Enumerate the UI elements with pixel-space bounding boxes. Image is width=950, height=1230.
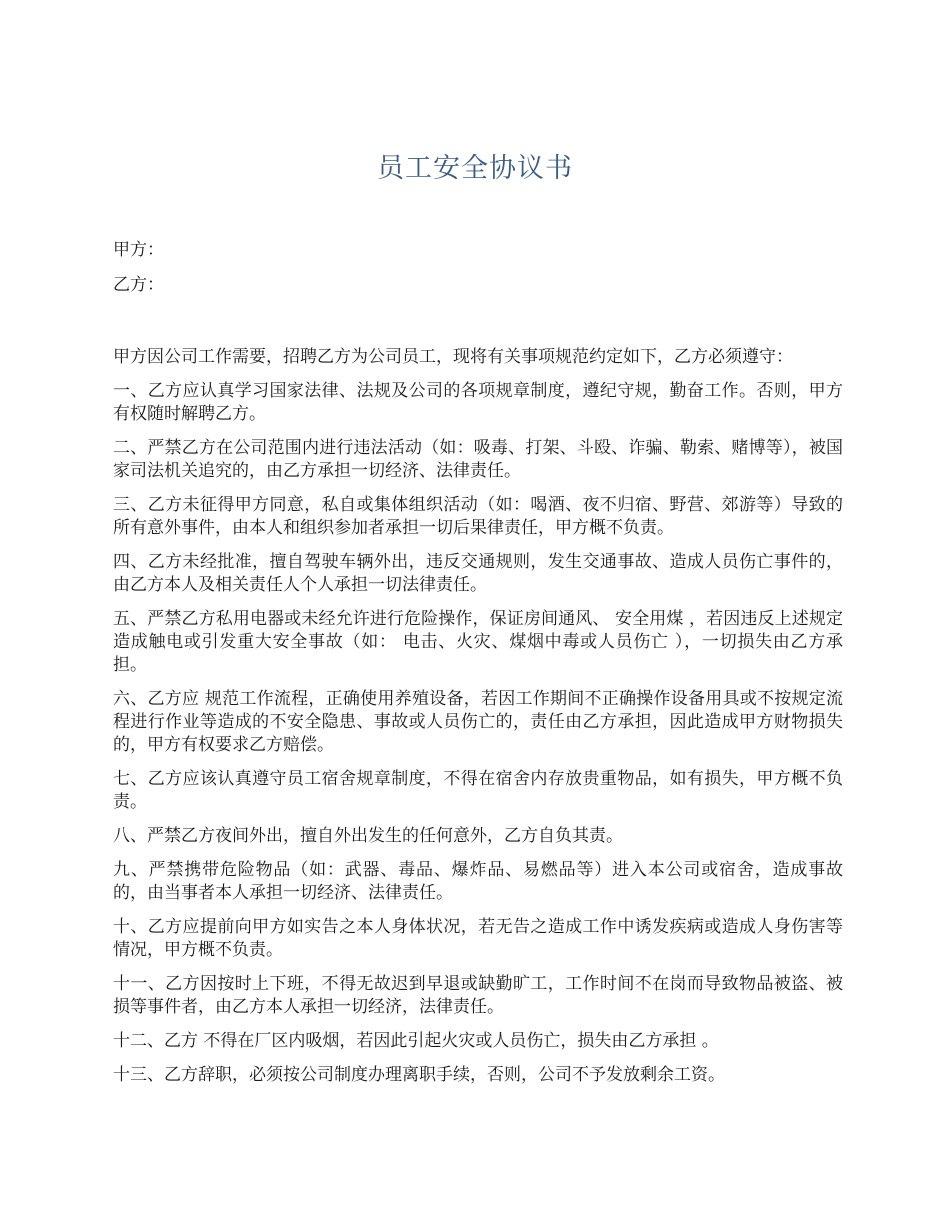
document-body: [113, 346, 843, 1098]
clause-2: 二、严禁乙方在公司范围内进行违法活动（如：吸毒、打架、斗殴、诈骗、勒索、赌博等），被国家司法机关追究的，由乙方承担一切经济、法律责任。: [113, 438, 843, 481]
clause-4: 四、乙方未经批准，擅自驾驶车辆外出，违反交通规则，发生交通事故、造成人员伤亡事件的，由乙方本人及相关责任人个人承担一切法律责任。: [113, 552, 843, 595]
clause-5: 五、严禁乙方私用电器或未经允许进行危险操作，保证房间通风、 安全用煤 ，若因违反上述规定造成触电或引发重大安全事故（如： 电击、火灾、煤烟中毒或人员伤亡 ），一切损失由乙方承担。: [113, 609, 843, 675]
intro-paragraph: 甲方因公司工作需要，招聘乙方为公司员工，现将有关事项规范约定如下，乙方必须遵守：: [113, 347, 793, 367]
clause-8: 八、严禁乙方夜间外出，擅自外出发生的任何意外，乙方自负其责。: [113, 826, 623, 846]
clause-9: 九、严禁携带危险物品（如：武器、毒品、爆炸品、易燃品等）进入本公司或宿舍，造成事故的，由当事者本人承担一切经济、法律责任。: [113, 860, 843, 903]
clause-6: 六、乙方应 规范工作流程，正确使用养殖设备，若因工作期间不正确操作设备用具或不按规定流程进行作业等造成的不安全隐患、事故或人员伤亡的，责任由乙方承担，因此造成甲方财物损失的，甲方有权要求乙方赔偿。: [113, 689, 843, 755]
clause-10: 十、乙方应提前向甲方如实告之本人身体状况，若无告之造成工作中诱发疾病或造成人身伤害等情况，甲方概不负责。: [113, 917, 843, 960]
party-b-label: 乙方：: [113, 275, 164, 295]
clause-13: 十三、乙方辞职，必须按公司制度办理离职手续，否则，公司不予发放剩余工资。: [113, 1065, 725, 1085]
clause-1: 一、乙方应认真学习国家法律、法规及公司的各项规章制度，遵纪守规，勤奋工作。否则，甲方有权随时解聘乙方。: [113, 381, 843, 424]
parties-block: [113, 238, 843, 308]
document-title: 员工安全协议书: [377, 153, 573, 184]
clause-12: 十二、乙方 不得在厂区内吸烟，若因此引起火灾或人员伤亡，损失由乙方承担 。: [113, 1031, 719, 1051]
clause-11: 十一、乙方因按时上下班，不得无故迟到早退或缺勤旷工，工作时间不在岗而导致物品被盗、被损等事件者，由乙方本人承担一切经济，法律责任。: [113, 974, 843, 1017]
clause-7: 七、乙方应该认真遵守员工宿舍规章制度，不得在宿舍内存放贵重物品，如有损失，甲方概不负责。: [113, 769, 843, 812]
party-a-label: 甲方：: [113, 240, 164, 260]
clause-3: 三、乙方未征得甲方同意，私自或集体组织活动（如：喝酒、夜不归宿、野营、郊游等）导致的所有意外事件，由本人和组织参加者承担一切后果律责任，甲方概不负责。: [113, 495, 843, 538]
